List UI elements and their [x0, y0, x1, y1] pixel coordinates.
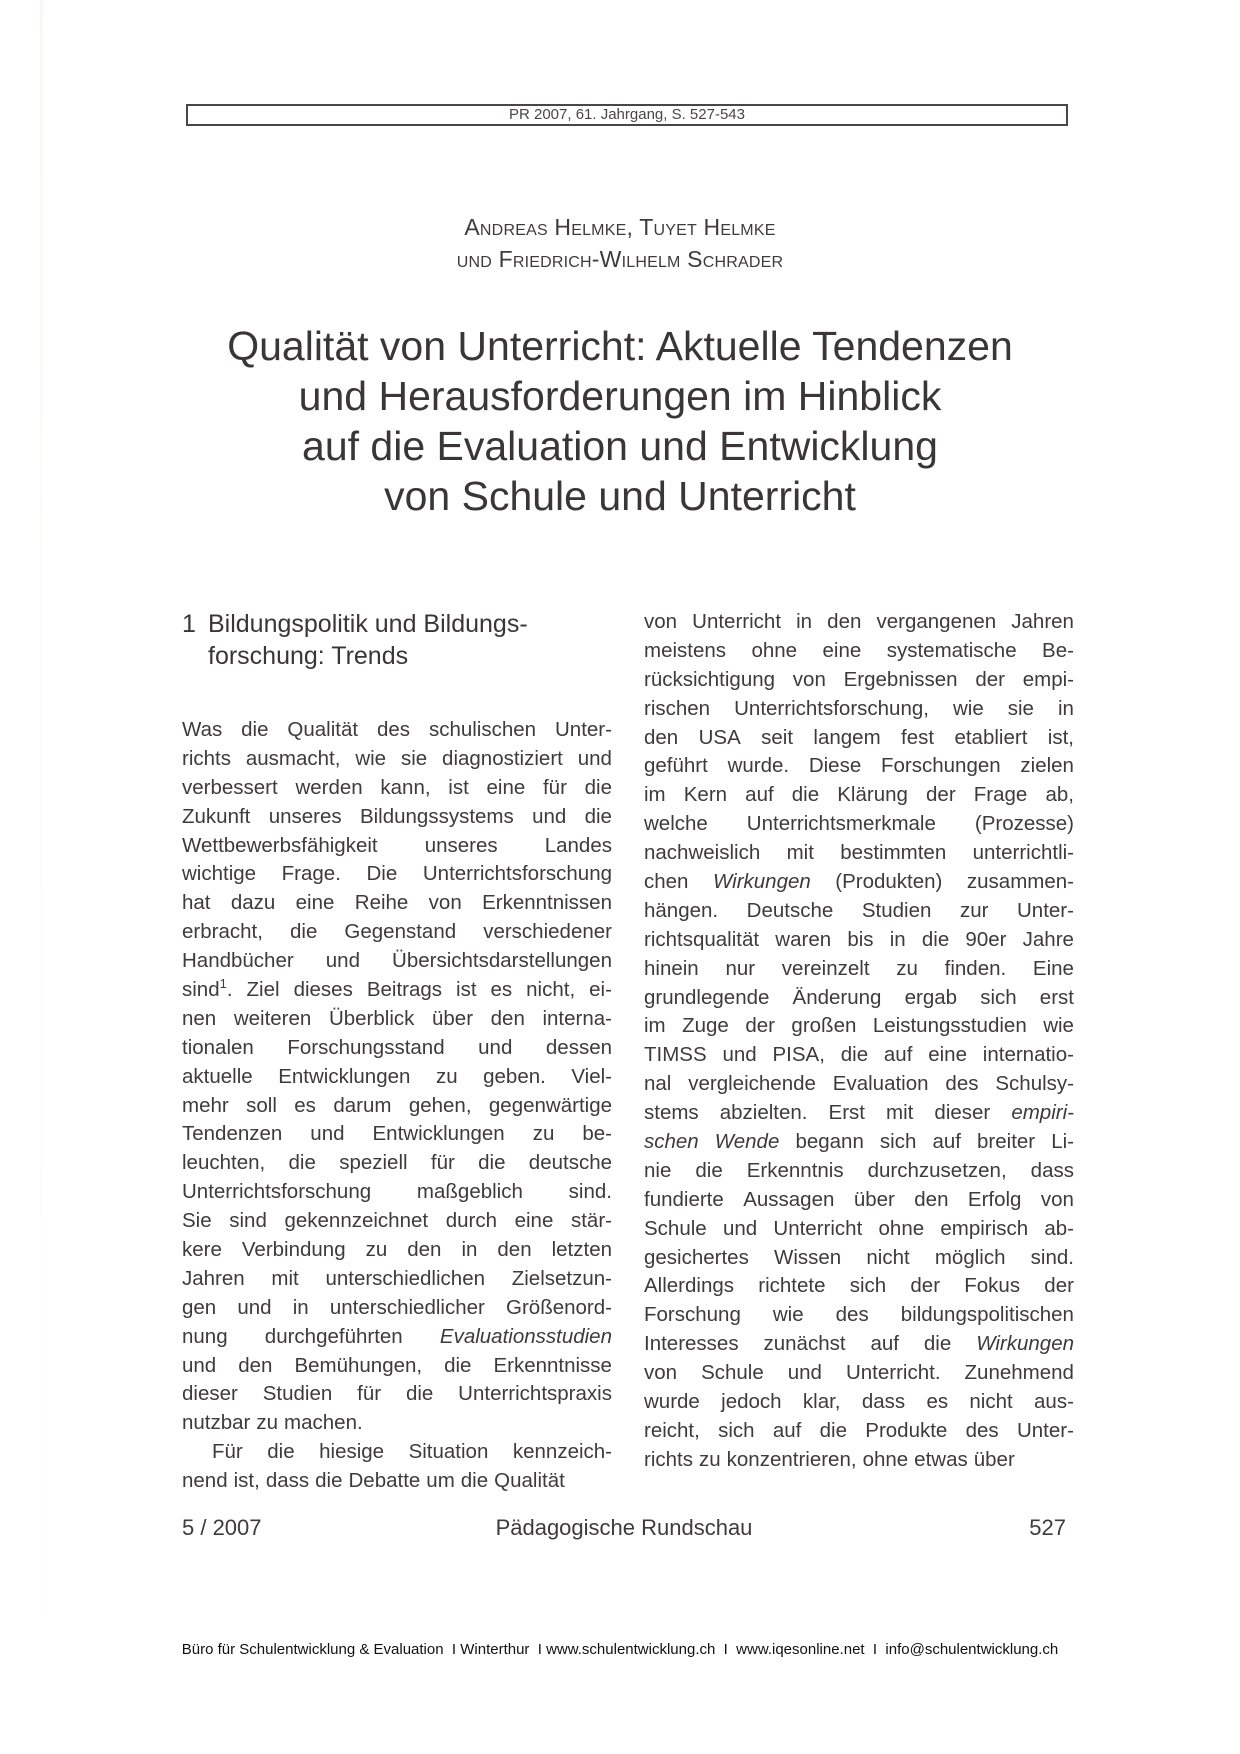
- footer-journal-name: Pädagogische Rundschau: [495, 1515, 753, 1540]
- text-line: Interesses zunächst auf die Wirkungen: [644, 1332, 1074, 1356]
- text-line: und den Bemühungen, die Erkenntnisse: [182, 1353, 612, 1377]
- text-line: hat dazu eine Reihe von Erkenntnissen: [182, 891, 612, 915]
- title-line: auf die Evaluation und Entwicklung: [302, 423, 938, 469]
- text-line: Wettbewerbsfähigkeit unseres Landes: [182, 833, 612, 857]
- section-heading-line-1: Bildungspolitik und Bildungs-: [208, 610, 528, 638]
- author-line-2: und Friedrich-Wilhelm Schrader: [456, 246, 784, 272]
- text-line: rücksichtigung von Ergebnissen der empi-: [644, 667, 1074, 691]
- text-line: fundierte Aussagen über den Erfolg von: [644, 1187, 1074, 1211]
- author-line-1: Andreas Helmke, Tuyet Helmke: [464, 214, 776, 240]
- text-line: nutzbar zu machen.: [182, 1411, 363, 1435]
- text-line: verbessert werden kann, ist eine für die: [182, 775, 612, 799]
- text-line: Jahren mit unterschiedlichen Zielsetzun-: [182, 1266, 612, 1290]
- text-line: hinein nur vereinzelt zu finden. Eine: [644, 956, 1074, 980]
- text-line: leuchten, die speziell für die deutsche: [182, 1151, 612, 1175]
- title-line: von Schule und Unterricht: [384, 473, 856, 519]
- text-line: richts ausmacht, wie sie diagnostiziert und: [182, 746, 612, 770]
- text-line: rischen Unterrichtsforschung, wie sie in: [644, 696, 1074, 720]
- citation-header-box: [186, 104, 1068, 126]
- text-line: stems abzielten. Erst mit dieser empiri-: [644, 1101, 1074, 1125]
- title-line: und Herausforderungen im Hinblick: [298, 373, 942, 419]
- text-line: den USA seit langem fest etabliert ist,: [644, 725, 1074, 749]
- right-column-body: [644, 608, 1074, 1475]
- left-column-body: [182, 716, 612, 1496]
- text-line: geführt wurde. Diese Forschungen zielen: [644, 754, 1074, 778]
- section-heading-line-2: forschung: Trends: [208, 642, 409, 670]
- text-line: von Unterricht in den vergangenen Jahren: [644, 610, 1074, 633]
- text-line: tionalen Forschungsstand und dessen: [182, 1035, 612, 1059]
- text-line: nal vergleichende Evaluation des Schulsy-: [644, 1072, 1074, 1096]
- text-line: hängen. Deutsche Studien zur Unter-: [644, 898, 1074, 922]
- text-line: wurde jedoch klar, dass es nicht aus-: [644, 1390, 1074, 1414]
- text-line: richts zu konzentrieren, ohne etwas über: [644, 1447, 1015, 1471]
- text-line: Forschung wie des bildungspolitischen: [644, 1303, 1074, 1327]
- text-line: Was die Qualität des schulischen Unter-: [182, 718, 612, 741]
- text-line: dieser Studien für die Unterrichtspraxis: [182, 1382, 612, 1406]
- text-line: Zukunft unseres Bildungssystems und die: [182, 804, 612, 828]
- citation-text: PR 2007, 61. Jahrgang, S. 527-543: [508, 106, 745, 123]
- article-title: [0, 321, 1240, 521]
- text-line: gen und in unterschiedlicher Größenord-: [182, 1295, 612, 1319]
- section-number: 1: [182, 610, 196, 638]
- text-line: Unterrichtsforschung maßgeblich sind.: [182, 1180, 612, 1204]
- text-line: von Schule und Unterricht. Zunehmend: [644, 1361, 1074, 1385]
- text-line: chen Wirkungen (Produkten) zusammen-: [644, 870, 1074, 894]
- right-text-column: [644, 608, 1074, 1475]
- text-line: Für die hiesige Situation kennzeich-: [212, 1440, 612, 1464]
- left-text-column: [182, 608, 612, 1496]
- publisher-credit-line: Büro für Schulentwicklung & Evaluation I Winterthur I www.schulentwicklung.ch I www.iqesonline.net I info@schulentwicklung.ch: [181, 1641, 1059, 1658]
- text-line: nend ist, dass die Debatte um die Qualität: [182, 1469, 565, 1493]
- text-line: Handbücher und Übersichtsdarstellungen: [182, 949, 612, 973]
- text-line: schen Wende begann sich auf breiter Li-: [644, 1130, 1074, 1154]
- text-line: nen weiteren Überblick über den interna-: [182, 1006, 612, 1030]
- text-line: grundlegende Änderung ergab sich erst: [644, 985, 1074, 1009]
- text-line: sind$^1$. Ziel dieses Beitrags ist es nicht, ei-: [182, 976, 612, 1002]
- section-heading: [182, 608, 612, 672]
- text-line: im Kern auf die Klärung der Frage ab,: [644, 783, 1074, 807]
- title-line: Qualität von Unterricht: Aktuelle Tendenzen: [227, 323, 1013, 369]
- text-line: kere Verbindung zu den in den letzten: [182, 1238, 612, 1262]
- text-line: nie die Erkenntnis durchzusetzen, dass: [644, 1158, 1074, 1182]
- footer-issue: 5 / 2007: [182, 1515, 262, 1540]
- text-line: wichtige Frage. Die Unterrichtsforschung: [182, 862, 612, 886]
- text-line: im Zuge der großen Leistungsstudien wie: [644, 1014, 1074, 1038]
- text-line: Allerdings richtete sich der Fokus der: [644, 1274, 1074, 1298]
- text-line: reicht, sich auf die Produkte des Unter-: [644, 1418, 1074, 1442]
- text-line: nachweislich mit bestimmten unterrichtli-: [644, 841, 1074, 865]
- text-line: meistens ohne eine systematische Be-: [644, 638, 1074, 662]
- text-line: aktuelle Entwicklungen zu geben. Viel-: [182, 1064, 612, 1088]
- text-line: Sie sind gekennzeichnet durch eine stär-: [182, 1209, 612, 1233]
- text-line: erbracht, die Gegenstand verschiedener: [182, 920, 612, 944]
- text-line: Tendenzen und Entwicklungen zu be-: [182, 1122, 612, 1146]
- footer-page-number: 527: [1029, 1515, 1066, 1540]
- author-block: [0, 211, 1240, 275]
- text-line: nung durchgeführten Evaluationsstudien: [182, 1324, 612, 1348]
- text-line: richtsqualität waren bis in die 90er Jahre: [644, 927, 1074, 951]
- text-line: gesichertes Wissen nicht möglich sind.: [644, 1245, 1074, 1269]
- text-line: Schule und Unterricht ohne empirisch ab-: [644, 1216, 1074, 1240]
- text-line: TIMSS und PISA, die auf eine internatio-: [644, 1043, 1074, 1067]
- text-line: mehr soll es darum gehen, gegenwärtige: [182, 1093, 612, 1117]
- text-line: welche Unterrichtsmerkmale (Prozesse): [644, 812, 1074, 836]
- page-footer: [182, 1515, 1066, 1545]
